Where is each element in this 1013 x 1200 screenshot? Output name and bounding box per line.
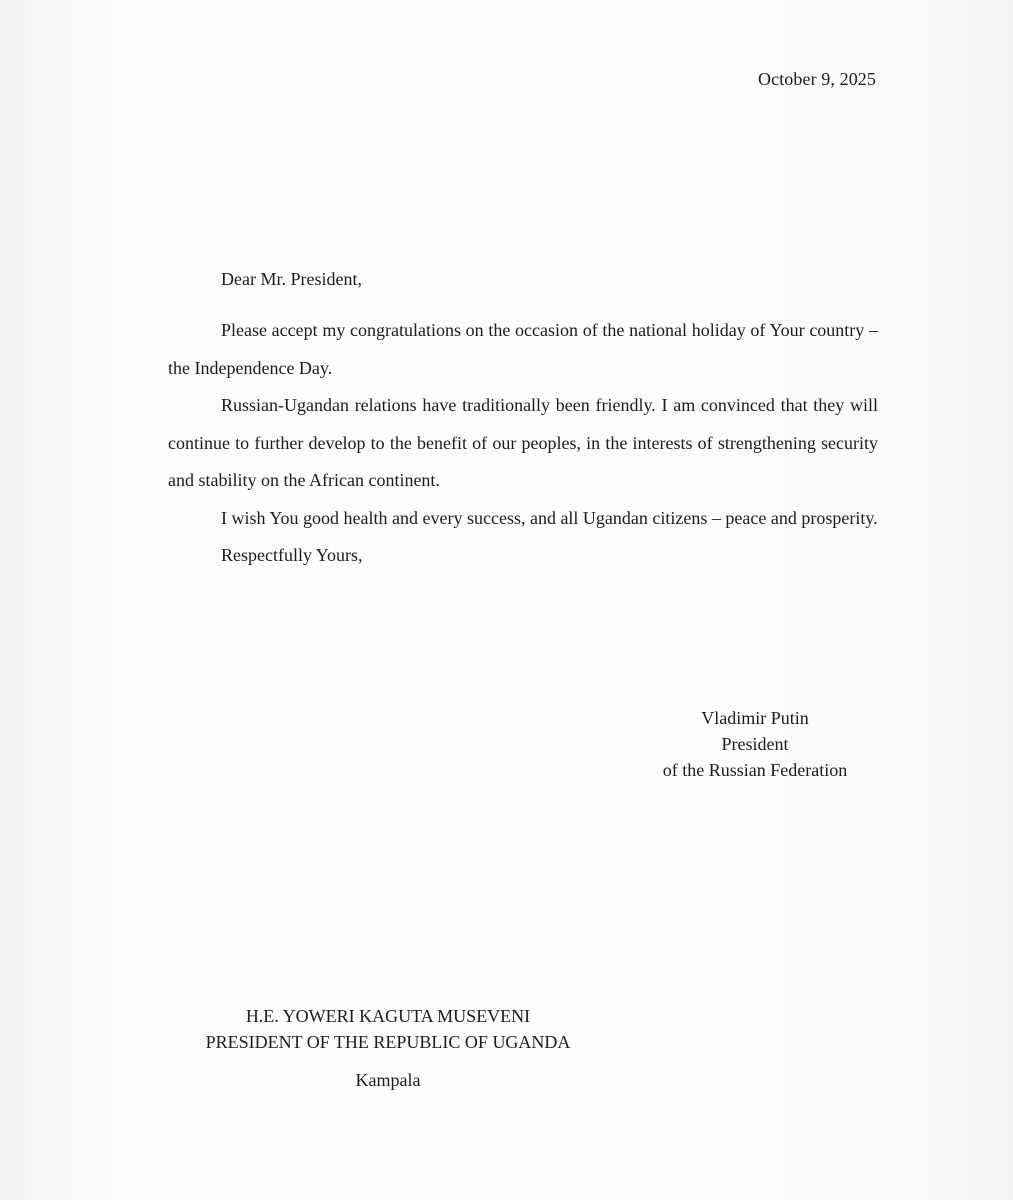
addressee-title: PRESIDENT OF THE REPUBLIC OF UGANDA	[205, 1032, 571, 1052]
addressee-city: Kampala	[355, 1070, 421, 1090]
letter-body	[168, 312, 878, 575]
addressee-block	[168, 1003, 608, 1093]
paragraph-wishes: I wish You good health and every success, and all Ugandan citizens – peace and prosperity.	[221, 507, 878, 528]
paragraph-congratulations: Please accept my congratulations on the occasion of the national holiday of Your country – the Independence Day.	[168, 320, 878, 378]
addressee-name: H.E. YOWERI KAGUTA MUSEVENI	[245, 1006, 531, 1026]
salutation: Dear Mr. President,	[221, 269, 362, 289]
signature-block	[630, 705, 880, 783]
paragraph-relations: Russian-Ugandan relations have traditionally been friendly. I am convinced that they will continue to further develop to the benefit of our peoples, in the interests of strengthening security and stability on the African continent.	[168, 395, 878, 490]
signatory-organization: of the Russian Federation	[662, 760, 848, 780]
signatory-title: President	[721, 734, 789, 754]
letter-date: October 9, 2025	[758, 69, 876, 89]
signatory-name: Vladimir Putin	[701, 708, 809, 728]
closing: Respectfully Yours,	[221, 545, 363, 565]
